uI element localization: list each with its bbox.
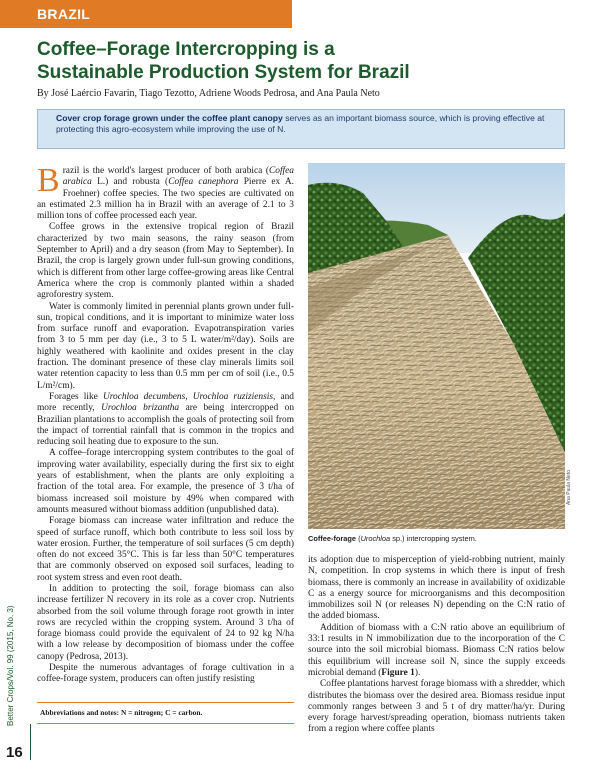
paragraph-3: Water is commonly limited in perennial plants grown under full-sun, tropical conditions, and it is important to minimize water loss from surface runoff and evaporation. Evapotranspiration varies from 3 to 5 mm per day (i.e., 3 to 5 L water/m²/day). Soils are highly weathered with kaolinite and oxides present in the clay fraction. The dominant presence of these clay minerals limits soil water retention capacity to less than 0.5 mm per cm of soil (i.e., 0.5 L/m²/cm). — [37, 301, 294, 391]
p10-text-b: ). — [414, 667, 421, 678]
caption-text-b: sp.) intercropping system. — [390, 534, 477, 543]
paragraph-7: In addition to protecting the soil, forage biomass can also increase fertilizer N recovery in its role as a cover crop. Nutrients absorbed from the soil volume through forage root growth in inter rows are recycled within the cropping system. Around 3 t/ha of forage biomass could provide the equivalent of 24 to 92 kg N/ha with a low release by decomposition of biomass under the coffee canopy (Pedrosa, 2013). — [37, 583, 294, 662]
paragraph-2: Coffee grows in the extensive tropical region of Brazil characterized by two main seasons, the rainy season (from September to April) and a dry season (from May to September). In Brazil, the crop is largely grown under full-sun growing conditions, which is different from other large coffee-growing areas like Central America where the crop is commonly planted within a shaded agroforestry system. — [37, 222, 294, 301]
paragraph-8: Despite the numerous advantages of forage cultivation in a coffee-forage system, producers can often justify resisting — [37, 663, 294, 685]
body-column-right — [308, 555, 565, 770]
p1-text-c: Pierre ex A. Froehner) coffee species. The two species are cultivated on an estimated 2.3 million ha in Brazil with an average of 2.1 to 3 million tons of coffee processed each year. — [37, 177, 294, 222]
p1-species-1: Coffea arabica — [62, 166, 294, 188]
page-number: 16 — [6, 744, 23, 761]
title-line-1: Coffee–Forage Intercropping is a — [37, 39, 335, 60]
abstract-box — [37, 109, 565, 149]
paragraph-10 — [308, 623, 565, 679]
photo-credit: Ana Paula Neto — [566, 470, 572, 506]
p4-text-b: , — [185, 391, 193, 402]
p1-text-a: razil is the world's largest producer of both arabica ( — [62, 166, 269, 176]
p10-text-a: Addition of biomass with a C:N ratio above an equilibrium of 33:1 results in N immobilization due to the incorporation of the C source into the soil microbial biomass. Biomass C:N ratios below this equilibrium will increase soil N, since the supply exceeds microbial demand ( — [308, 622, 565, 678]
p1-species-2: Coffea canephora — [168, 177, 239, 188]
article-title — [37, 38, 557, 84]
journal-sidebar — [4, 556, 18, 726]
p4-species-1: Urochloa decumbens — [102, 391, 186, 402]
abstract-lead: Cover crop forage grown under the coffee plant canopy — [56, 113, 283, 123]
field-photo — [308, 163, 565, 529]
photo-caption — [308, 534, 565, 543]
author-byline: By José Laércio Favarin, Tiago Tezotto, Adriene Woods Pedrosa, and Ana Paula Neto — [37, 88, 380, 99]
caption-text-a: ( — [356, 534, 361, 543]
abstract-text: serves as an important biomass source, which is proving effective at protecting this agro-ecosystem while improving the use of N. — [56, 113, 545, 134]
paragraph-1 — [37, 166, 294, 222]
paragraph-9: its adoption due to misperception of yield-robbing nutrient, mainly N, competition. In crop systems in which there is input of fresh biomass, there is commonly an increase in availability of oxidizable C as a energy source for microorganisms and this decomposition immobilizes soil N (or releases N) depending on the C:N ratio of the added biomass. — [308, 555, 565, 622]
body-column-left — [37, 166, 294, 699]
section-tag: BRAZIL — [0, 0, 292, 28]
paragraph-6: Forage biomass can increase water infiltration and reduce the speed of surface runoff, which both contribute to less soil loss by water erosion. Further, the temperature of soil surfaces (5 cm depth) often do not exceed 35°C. This is far less than 50°C temperatures that are commonly observed on exposed soil surfaces, leading to root system stress and even root death. — [37, 516, 294, 583]
journal-reference: Better Crops/Vol. 99 (2015, No. 3) — [6, 605, 15, 726]
paragraph-5: A coffee–forage intercropping system contributes to the goal of improving water availability, especially during the first six to eight years of establishment, when the plants are only exploiting a fraction of the total area. For example, the presence of 3 t/ha of biomass increased soil moisture by 49% when compared with amounts measured without biomass addition (unpublished data). — [37, 448, 294, 515]
p4-species-3: Urochloa brizantha — [101, 403, 180, 414]
caption-bold: Coffee-forage — [308, 534, 357, 543]
paragraph-4 — [37, 392, 294, 448]
p4-text-c: , and more recently, — [37, 391, 294, 414]
title-line-2: Sustainable Production System for Brazil — [37, 62, 410, 83]
paragraph-11: Coffee plantations harvest forage biomass with a shredder, which distributes the biomass over the desired area. Biomass residue input commonly ranges between 3 and 5 t of dry matter/ha/yr. During every forage harvest/spreading operation, biomass nutrients taken from a region where coffee plants — [308, 679, 565, 735]
drop-cap: B — [37, 166, 60, 199]
field-photo-image — [308, 163, 565, 529]
p1-text-b: L.) and robusta ( — [91, 177, 169, 188]
p4-text-a: Forages like — [49, 391, 103, 402]
p4-text-d: are being intercropped on Brazilian plantations to accomplish the goals of protecting soil from the impact of torrential rainfall that is common in the tropics and reducing soil heating due to exposure to the sun. — [37, 403, 294, 448]
figure-ref: Figure 1 — [381, 667, 415, 678]
p4-species-2: Urochloa ruziziensis — [192, 391, 274, 402]
abbreviations-note: Abbreviations and notes: N = nitrogen; C = carbon. — [37, 702, 294, 724]
caption-genus: Urochloa — [360, 534, 391, 543]
